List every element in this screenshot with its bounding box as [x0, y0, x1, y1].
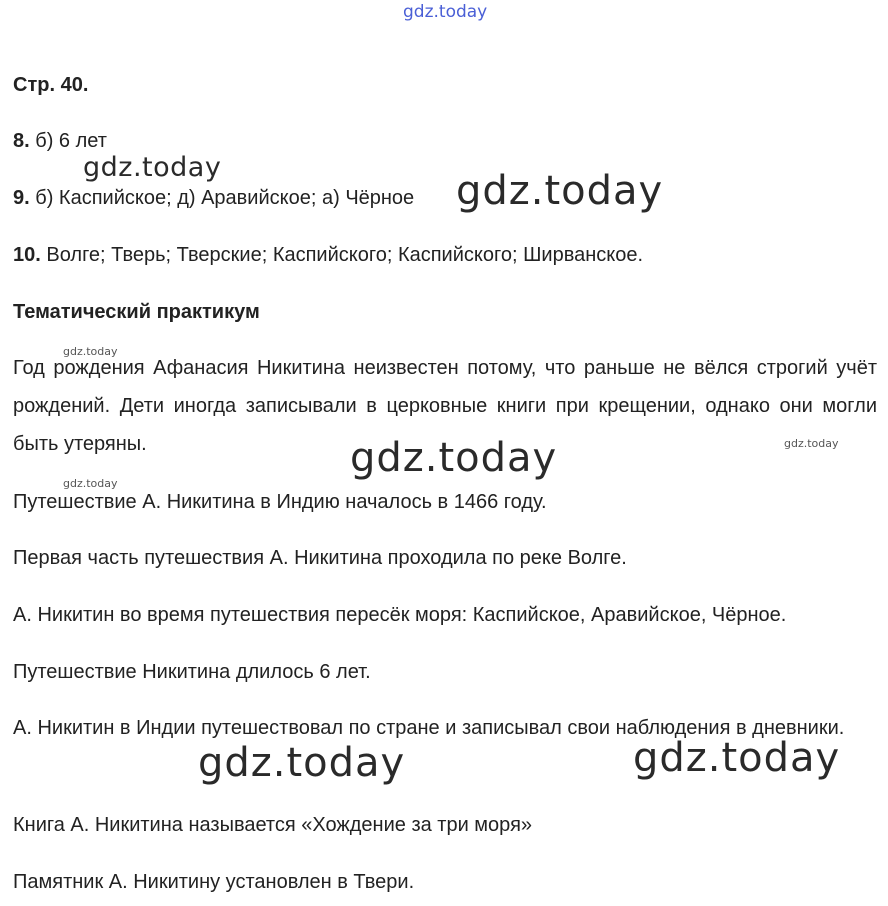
watermark: gdz.today: [456, 168, 664, 214]
watermark: gdz.today: [63, 477, 118, 490]
watermark: gdz.today: [63, 345, 118, 358]
paragraph-diaries: А. Никитин в Индии путешествовал по стране и записывал свои наблюдения в дневники.: [13, 717, 845, 739]
watermark: gdz.today: [83, 152, 222, 183]
paragraph-duration: Путешествие Никитина длилось 6 лет.: [13, 661, 371, 683]
answer-number: 10.: [13, 244, 41, 266]
answer-text: Волге; Тверь; Тверские; Каспийского; Каспийского; Ширванское.: [40, 244, 644, 266]
paragraph-monument: Памятник А. Никитину установлен в Твери.: [13, 871, 415, 893]
paragraph-birth-year: Год рождения Афанасия Никитина неизвестен потому, что раньше не вёлся строгий учёт рождений. Дети иногда записывали в церковные книги при крещении, однако они могли быть утеряны.: [13, 357, 877, 455]
watermark: gdz.today: [350, 435, 558, 481]
answer-9: [13, 186, 414, 210]
answer-number: 9.: [13, 187, 30, 209]
page-header: Стр. 40.: [13, 74, 89, 96]
answer-text: б) 6 лет: [29, 130, 107, 152]
watermark: gdz.today: [633, 735, 841, 781]
watermark: gdz.today: [198, 740, 406, 786]
answer-number: 8.: [13, 130, 30, 152]
paragraph-book-title: Книга А. Никитина называется «Хождение за три моря»: [13, 814, 533, 836]
paragraph-journey-start: Путешествие А. Никитина в Индию началось в 1466 году.: [13, 491, 547, 513]
answer-text: б) Каспийское; д) Аравийское; а) Чёрное: [29, 187, 415, 209]
paragraph-volga: Первая часть путешествия А. Никитина проходила по реке Волге.: [13, 547, 627, 569]
answer-10: [13, 243, 643, 267]
watermark: gdz.today: [784, 437, 839, 450]
paragraph-seas: А. Никитин во время путешествия пересёк моря: Каспийское, Аравийское, Чёрное.: [13, 604, 787, 626]
section-title: Тематический практикум: [13, 301, 260, 323]
answer-8: [13, 129, 107, 153]
watermark-top: gdz.today: [403, 2, 488, 22]
